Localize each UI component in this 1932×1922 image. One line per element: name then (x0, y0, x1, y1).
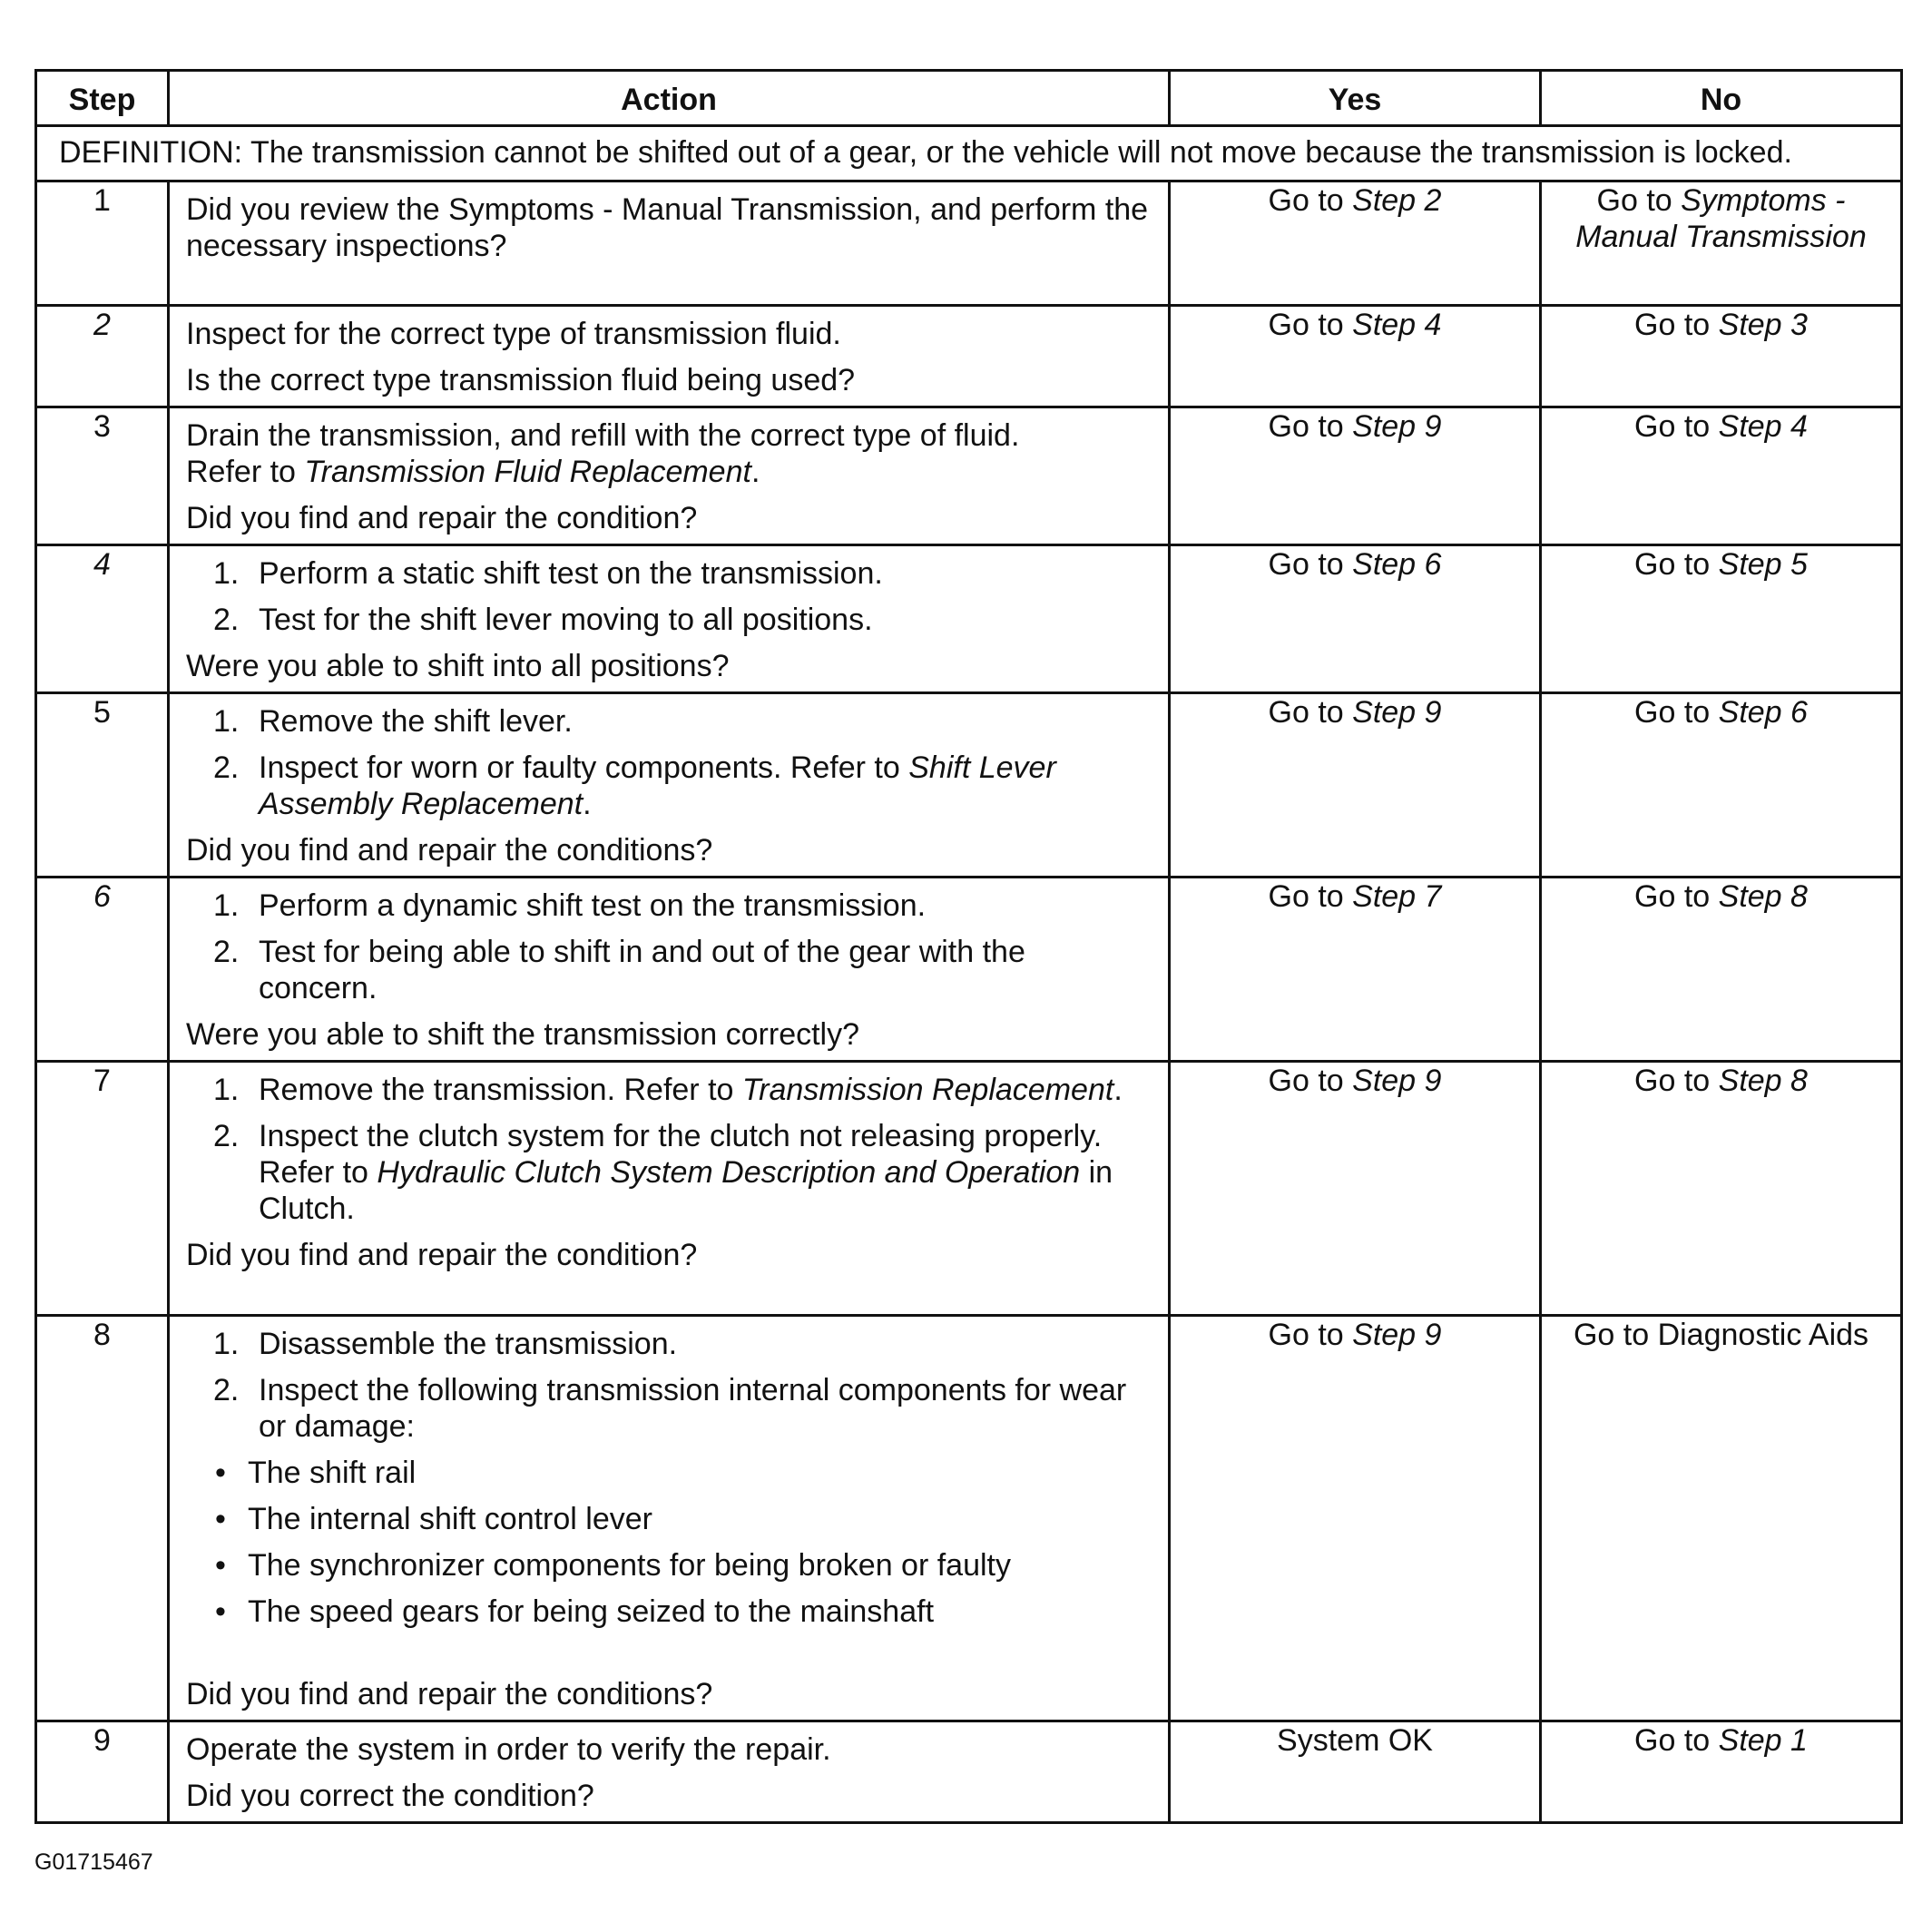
numbered-item: 1. Remove the shift lever. (213, 704, 573, 739)
action-instruction: Drain the transmission, and refill with the correct type of fluid. Refer to Transmission Fluid Replacement. (186, 418, 1020, 489)
definition-text: DEFINITION: The transmission cannot be shifted out of a gear, or the vehicle will not move because the transmission is locked. (36, 126, 1902, 181)
step-number: 2 (36, 306, 169, 407)
action-question: Were you able to shift the transmission correctly? (186, 1017, 860, 1052)
action-cell (169, 306, 1170, 407)
no-cell: Go to Step 8 (1541, 1062, 1902, 1316)
numbered-item: 1. Remove the transmission. Refer to Transmission Replacement. (213, 1073, 1123, 1107)
no-cell: Go to Symptoms - Manual Transmission (1541, 181, 1902, 306)
reference-link: Hydraulic Clutch System Description and Operation (377, 1155, 1081, 1190)
bullet-item: • The internal shift control lever (215, 1502, 652, 1536)
action-question: Were you able to shift into all positions? (186, 649, 730, 683)
numbered-item: 2. Test for the shift lever moving to all positions. (213, 603, 873, 637)
action-cell (169, 407, 1170, 545)
table-row (36, 1316, 1902, 1721)
header-step: Step (36, 71, 169, 126)
reference-link: Shift Lever Assembly Replacement (259, 750, 1056, 821)
no-cell: Go to Step 1 (1541, 1721, 1902, 1823)
yes-cell: Go to Step 2 (1170, 181, 1541, 306)
yes-cell: Go to Step 7 (1170, 878, 1541, 1062)
step-number: 4 (36, 545, 169, 693)
action-question: Did you find and repair the condition? (186, 1238, 698, 1272)
table-row (36, 878, 1902, 1062)
no-cell: Go to Step 5 (1541, 545, 1902, 693)
yes-cell: Go to Step 9 (1170, 1316, 1541, 1721)
table-row (36, 407, 1902, 545)
reference-link: Transmission Fluid Replacement (304, 455, 751, 489)
numbered-item: 1. Disassemble the transmission. (213, 1327, 678, 1361)
action-cell (169, 181, 1170, 306)
numbered-item: 2. Inspect the clutch system for the clutch not releasing properly. Refer to Hydraulic Clutch System Description and Operation in Clutch. (213, 1119, 1113, 1226)
action-cell (169, 545, 1170, 693)
step-number: 3 (36, 407, 169, 545)
step-number: 7 (36, 1062, 169, 1316)
no-cell: Go to Step 6 (1541, 693, 1902, 878)
header-no: No (1541, 71, 1902, 126)
table-row (36, 545, 1902, 693)
action-cell (169, 1062, 1170, 1316)
diagnostic-table-sheet (34, 69, 1900, 1824)
bullet-item: • The speed gears for being seized to the mainshaft (215, 1594, 935, 1629)
step-number: 9 (36, 1721, 169, 1823)
bullet-item: • The synchronizer components for being broken or faulty (215, 1548, 1012, 1583)
step-number: 6 (36, 878, 169, 1062)
figure-id: G01715467 (34, 1849, 153, 1875)
no-cell: Go to Diagnostic Aids (1541, 1316, 1902, 1721)
action-cell (169, 1316, 1170, 1721)
yes-cell: System OK (1170, 1721, 1541, 1823)
header-action: Action (169, 71, 1170, 126)
action-question: Did you find and repair the conditions? (186, 833, 713, 868)
reference-link: Transmission Replacement (741, 1073, 1114, 1107)
yes-cell: Go to Step 9 (1170, 407, 1541, 545)
action-question: Did you find and repair the condition? (186, 501, 698, 535)
numbered-item: 2. Inspect for worn or faulty components. Refer to Shift Lever Assembly Replacement. (213, 750, 1056, 821)
yes-cell: Go to Step 9 (1170, 1062, 1541, 1316)
action-question: Is the correct type transmission fluid being used? (186, 363, 856, 397)
action-instruction: Inspect for the correct type of transmission fluid. (186, 317, 841, 351)
yes-cell: Go to Step 9 (1170, 693, 1541, 878)
table-header-row (36, 71, 1902, 126)
table-row (36, 306, 1902, 407)
no-cell: Go to Step 4 (1541, 407, 1902, 545)
action-cell (169, 1721, 1170, 1823)
table-row (36, 1062, 1902, 1316)
yes-cell: Go to Step 6 (1170, 545, 1541, 693)
table-row (36, 1721, 1902, 1823)
no-cell: Go to Step 8 (1541, 878, 1902, 1062)
numbered-item: 2. Inspect the following transmission internal components for wear or damage: (213, 1373, 1127, 1444)
step-number: 5 (36, 693, 169, 878)
table-row (36, 181, 1902, 306)
bullet-item: • The shift rail (215, 1456, 417, 1490)
diagnostic-table (34, 69, 1903, 1824)
definition-row (36, 126, 1902, 181)
step-number: 1 (36, 181, 169, 306)
action-cell (169, 878, 1170, 1062)
action-instruction: Operate the system in order to verify the repair. (186, 1732, 831, 1767)
action-question: Did you correct the condition? (186, 1779, 594, 1813)
numbered-item: 1. Perform a dynamic shift test on the transmission. (213, 888, 927, 923)
header-yes: Yes (1170, 71, 1541, 126)
action-question: Did you find and repair the conditions? (186, 1677, 713, 1711)
numbered-item: 2. Test for being able to shift in and out of the gear with the concern. (213, 935, 1025, 1005)
step-number: 8 (36, 1316, 169, 1721)
numbered-item: 1. Perform a static shift test on the transmission. (213, 556, 883, 591)
table-row (36, 693, 1902, 878)
no-cell: Go to Step 3 (1541, 306, 1902, 407)
yes-cell: Go to Step 4 (1170, 306, 1541, 407)
action-cell (169, 693, 1170, 878)
action-question: Did you review the Symptoms - Manual Transmission, and perform the necessary inspections? (186, 192, 1149, 263)
